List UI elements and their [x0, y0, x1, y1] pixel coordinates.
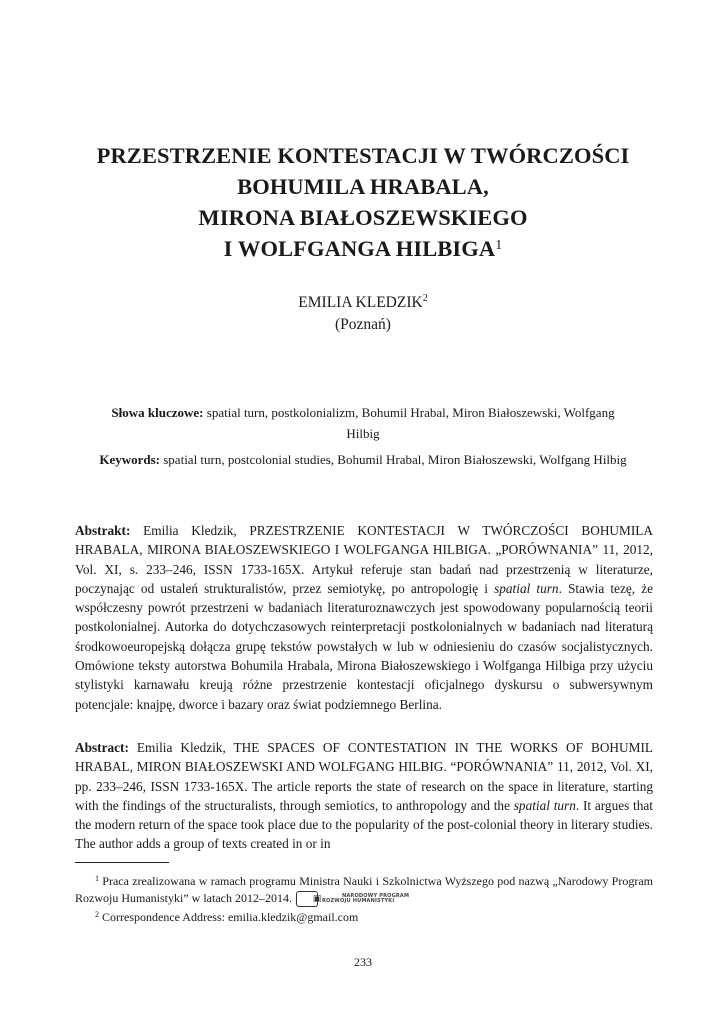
abstract-polish-label: Abstrakt:: [75, 523, 131, 538]
keywords-english: [95, 450, 631, 471]
title-line-2: BOHUMILA HRABALA,: [237, 174, 489, 199]
author-line: [60, 292, 666, 314]
title-footnote-marker[interactable]: 1: [495, 238, 503, 253]
article-title: [60, 140, 666, 264]
abstract-polish-text-1: Emilia Kledzik, PRZESTRZENIE KONTESTACJI W TWÓRCZOŚCI BOHUMILA HRABALA, MIRONA BIAŁOSZEWSKIEGO I WOLFGANGA HILBIGA. „PORÓWNANIA” 11, 2012, Vol. XI, s. 233–246, ISSN 1733-165X. Artykuł referuje stan badań nad przestrzenią w literaturze, poczynając od ustaleń strukturalistów, przez semiotykę, po antropologię i: [75, 523, 654, 596]
keywords-polish: [95, 403, 631, 444]
footnote-2: [95, 909, 655, 926]
footnote-1-marker: 1: [95, 874, 99, 883]
footnote-2-text: Correspondence Address: emilia.kledzik@gmail.com: [102, 910, 359, 924]
keywords-polish-text: spatial turn, postkolonializm, Bohumil Hrabal, Miron Białoszewski, Wolfgang Hilbig: [206, 405, 615, 441]
npr-logo: [296, 890, 409, 908]
abstract-polish: [75, 521, 653, 714]
abstract-polish-italic: spatial turn: [494, 580, 559, 596]
abstract-english-italic: spatial turn: [513, 797, 576, 813]
abstract-english-text-2: . It argues that the modern return of the space took place due to the popularity of the post-colonial theory in literary studies. The author adds a group of texts created in or in: [75, 797, 653, 852]
npr-logo-line-1: NARODOWY PROGRAM: [341, 892, 410, 899]
author-footnote-marker[interactable]: 2: [422, 293, 428, 304]
footnote-separator: [75, 862, 169, 863]
abstract-polish-text-2: . Stawia tezę, że współczesny powrót przestrzeni w badaniach literaturoznawczych jest spowodowany popularnością teorii postkolonialnej. Autorka do dotychczasowych reinterpretacji postkolonialnych w badaniach nad literaturą środkowoeuropejską dołącza grupę tekstów powstałych w lub w odniesieniu do czasów socjalistycznych. Omówione teksty autorstwa Bohumila Hrabala, Mirona Białoszewskiego i Wolfganga Hilbiga przy użyciu stylistyki karnawału kreują różne przestrzenie kontestacji oficjalnego dyskursu o subwersywnym potencjale: knajpę, dworce i bazary oraz świat podziemnego Berlina.: [75, 580, 653, 712]
title-line-1: PRZESTRZENIE KONTESTACJI W TWÓRCZOŚCI: [96, 143, 630, 168]
abstract-english: [75, 738, 653, 854]
npr-logo-icon: ▣: [296, 891, 318, 907]
author-name: EMILIA KLEDZIK: [298, 294, 423, 311]
npr-logo-text: [322, 894, 409, 905]
author-block: [60, 292, 666, 336]
footnote-1-text: Praca zrealizowana w ramach programu Ministra Nauki i Szkolnictwa Wyższego pod nazwą „Narodowy Program Rozwoju Humanistyki” w latach 2012–2014.: [75, 874, 654, 905]
keywords-english-text: spatial turn, postcolonial studies, Bohumil Hrabal, Miron Białoszewski, Wolfgang Hilbig: [163, 452, 627, 467]
abstract-english-label: Abstract:: [75, 740, 129, 755]
footnote-1: [75, 873, 653, 908]
npr-logo-line-2: ROZWOJU HUMANISTYKI: [321, 898, 395, 905]
title-line-4: [60, 233, 666, 264]
keywords-polish-label: Słowa kluczowe:: [111, 405, 204, 420]
keywords-english-label: Keywords:: [99, 452, 160, 467]
footnote-2-marker: 2: [95, 910, 99, 919]
abstract-english-text-1: Emilia Kledzik, THE SPACES OF CONTESTATION IN THE WORKS OF BOHUMIL HRABAL, MIRON BIAŁOSZEWSKI AND WOLFGANG HILBIG. “PORÓWNANIA” 11, 2012, Vol. XI, pp. 233–246, ISSN 1733-165X. The article reports the state of research on the space in literature, starting with the findings of the structuralists, through semiotics, to anthropology and the: [75, 740, 654, 813]
author-affiliation: (Poznań): [335, 316, 391, 333]
title-line-3: MIRONA BIAŁOSZEWSKIEGO: [198, 205, 528, 230]
title-line-4-text: I WOLFGANGA HILBIGA: [223, 236, 496, 261]
page-number: 233: [354, 955, 372, 969]
